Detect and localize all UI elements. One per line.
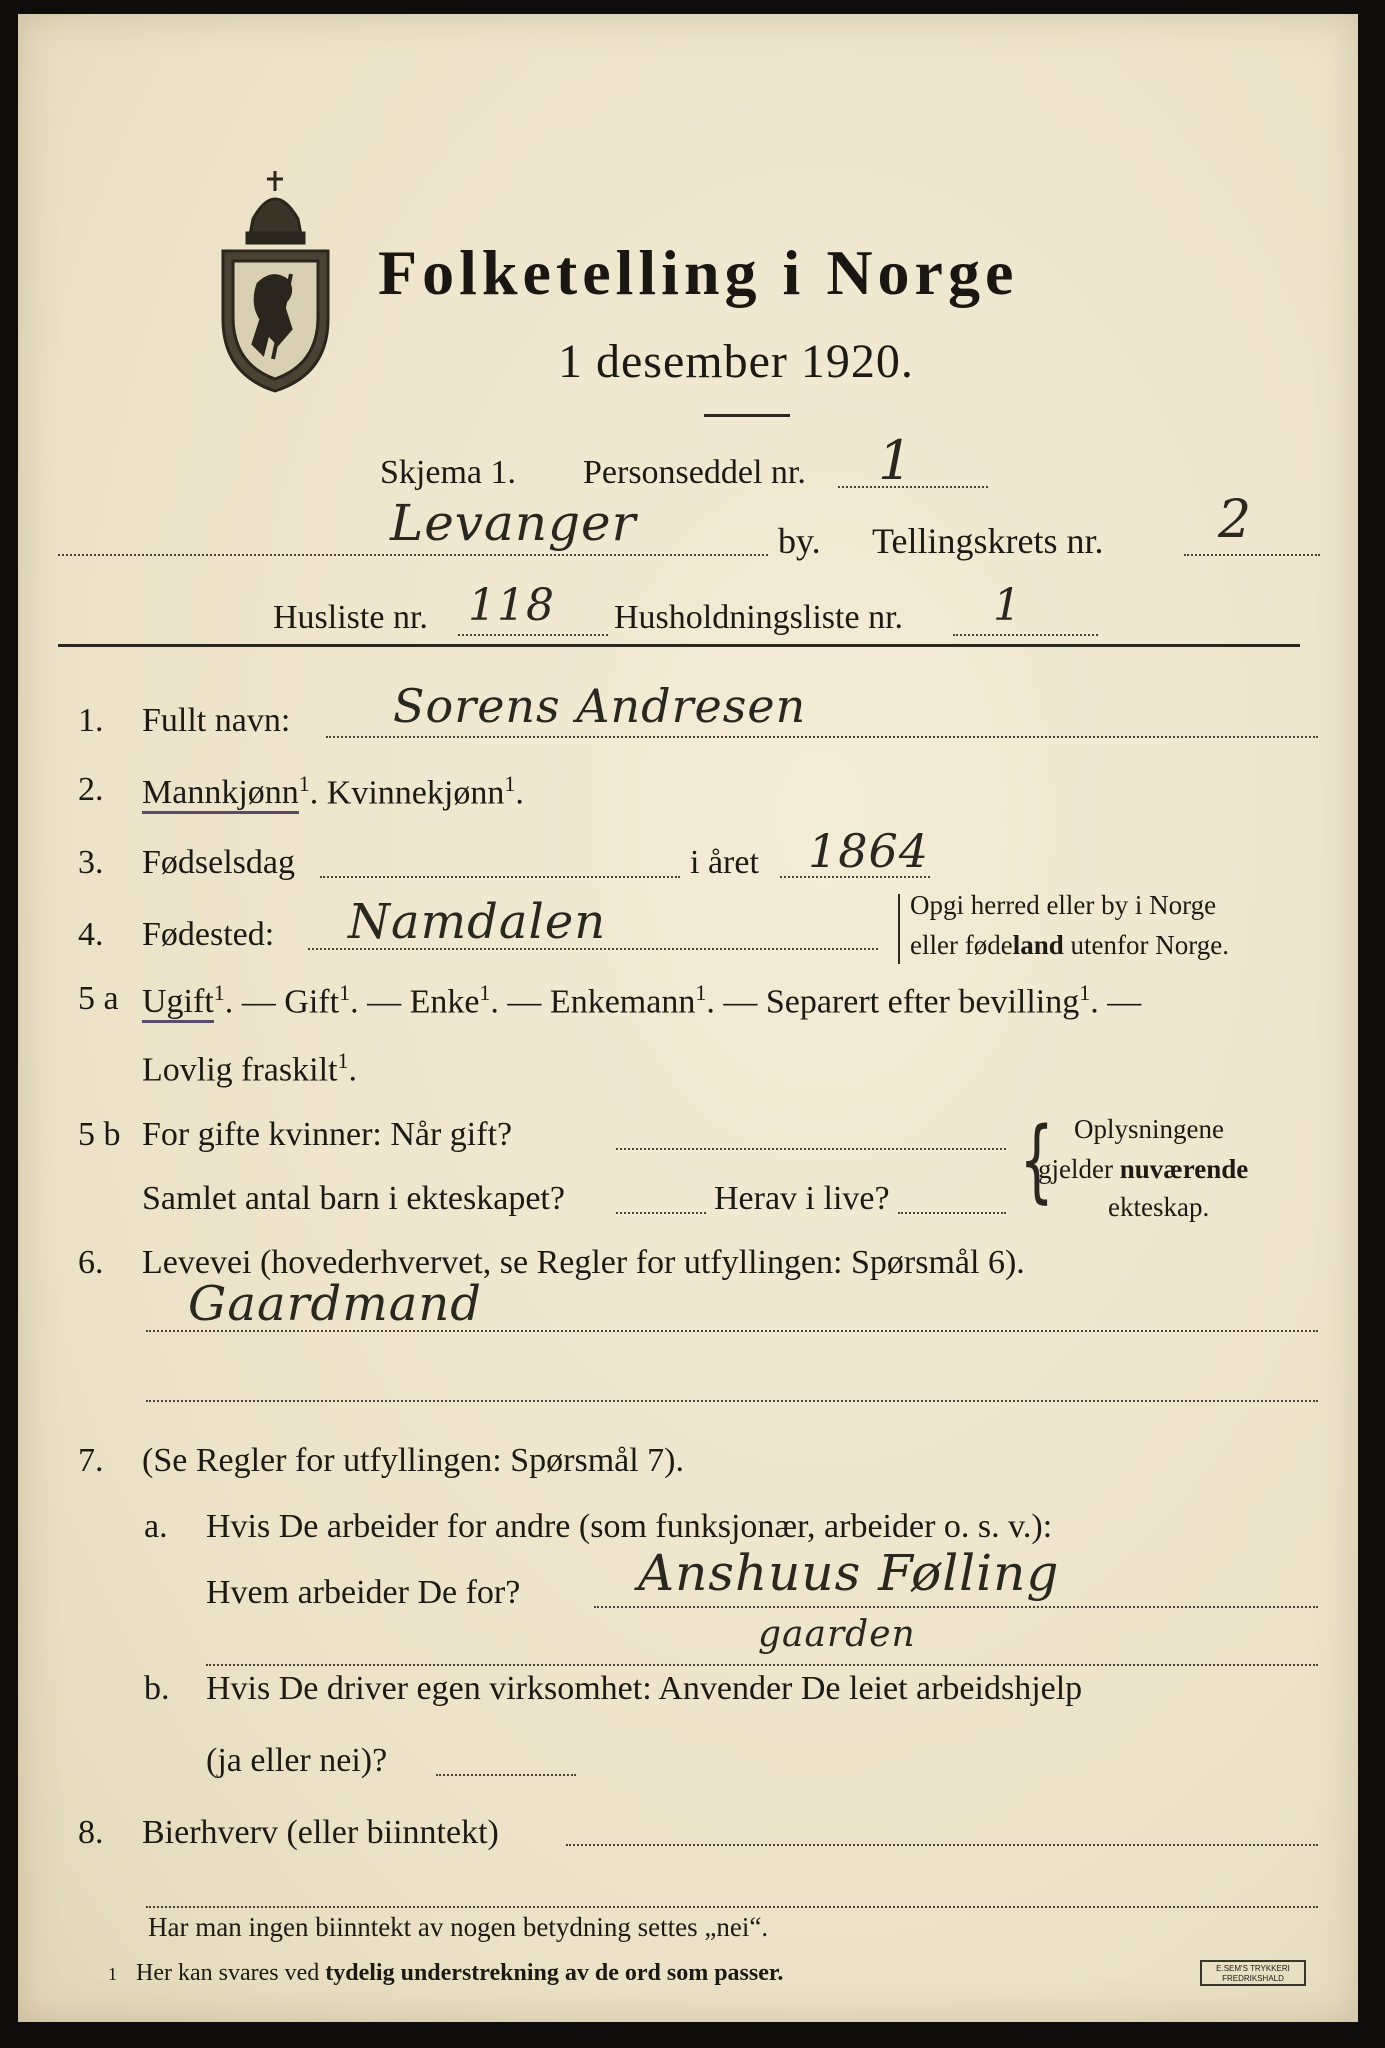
form-title: Folketelling i Norge [378, 237, 1019, 308]
q5b-label3: Herav i live? [714, 1180, 890, 1217]
q5a-ugift: Ugift [142, 983, 214, 1023]
q5a-dash-1: — [241, 983, 276, 1021]
q4-number: 4. [78, 916, 104, 953]
q3-number: 3. [78, 844, 104, 881]
q4-note-text-a: eller føde [910, 930, 1013, 960]
by-label: by. [778, 521, 821, 561]
q2-sep-2: . [515, 774, 524, 812]
q7a-line1 [594, 1606, 1318, 1608]
census-date: 1 desember 1920. [558, 335, 914, 388]
q5a-dash-5: — [1107, 983, 1142, 1021]
personseddel-value: 1 [878, 429, 914, 492]
q5a-options [142, 980, 1141, 1021]
q8-label: Bierhverv (eller biinntekt) [142, 1814, 499, 1851]
q5a-enkemann: Enkemann [549, 983, 696, 1021]
q1-line [326, 736, 1318, 738]
q5b-alive-line [898, 1212, 1006, 1214]
q8-note: Har man ingen biinntekt av nogen betydning settes „nei“. [148, 1912, 769, 1942]
by-line [58, 554, 768, 556]
q5a-sup-6: 1 [337, 1048, 349, 1073]
q5a-sup-1: 1 [213, 980, 225, 1005]
footnote-text-a: Her kan svares ved [136, 1960, 326, 1986]
q5b-when-line [616, 1148, 1006, 1150]
personseddel-label: Personseddel nr. [583, 454, 806, 491]
q5b-note-text-b: nuværende [1119, 1154, 1249, 1184]
q4-note-line1: Opgi herred eller by i Norge [910, 890, 1217, 920]
q6-value: Gaardmand [188, 1276, 483, 1332]
tellingskrets-value: 2 [1218, 490, 1253, 550]
q7b-line [436, 1774, 576, 1776]
q3-label: Fødselsdag [142, 844, 295, 881]
husholdning-value: 1 [993, 580, 1022, 631]
husholdning-line [953, 634, 1098, 636]
q4-note-line2 [910, 930, 1229, 961]
q5a-sup-3: 1 [479, 980, 491, 1005]
q3-year-value: 1864 [808, 824, 930, 878]
q5a-dot-6: . [348, 1051, 357, 1089]
q2-sep: . [309, 774, 319, 812]
by-value: Levanger [390, 494, 637, 552]
q5b-note-brace: { [1019, 1108, 1054, 1213]
q6-line2 [146, 1400, 1318, 1402]
q1-number: 1. [78, 702, 104, 739]
q1-value: Sorens Andresen [393, 679, 807, 733]
q5a-dot-3: . [490, 983, 499, 1021]
q5b-note-line3: ekteskap. [1108, 1192, 1210, 1222]
stamp-line1: E.SEM'S TRYKKERI [1216, 1964, 1290, 1973]
q7b-number: b. [144, 1670, 170, 1707]
footnote-text-b: tydelig understrekning av de ord som passer. [325, 1960, 784, 1986]
q7-label: (Se Regler for utfyllingen: Spørsmål 7). [142, 1442, 685, 1479]
stamp-line2: FREDRIKSHALD [1222, 1974, 1284, 1983]
q5a-dash-3: — [507, 983, 542, 1021]
q2-footnote-mark: 1 [298, 771, 310, 796]
q7b-label2: (ja eller nei)? [206, 1742, 388, 1779]
q5a-dash-4: — [723, 983, 758, 1021]
footnote-text [136, 1960, 783, 1987]
tellingskrets-label: Tellingskrets nr. [872, 521, 1104, 561]
title-divider [704, 414, 790, 417]
q7a-value: Anshuus Følling [638, 1544, 1060, 1602]
q5a-options-line2 [142, 1048, 357, 1089]
q4-note-text-c: utenfor Norge. [1063, 930, 1229, 960]
q5a-sup-2: 1 [339, 980, 351, 1005]
q8-line2 [146, 1906, 1318, 1908]
q5a-gift: Gift [284, 983, 340, 1021]
q5b-label2: Samlet antal barn i ekteskapet? [142, 1180, 565, 1217]
skjema-label: Skjema 1. [380, 454, 516, 491]
q8-line1 [566, 1844, 1318, 1846]
q1-label: Fullt navn: [142, 702, 291, 739]
q5b-note-text-a: gjelder [1038, 1154, 1120, 1184]
q2-male: Mannkjønn [142, 774, 299, 814]
q7a-line2 [206, 1664, 1318, 1666]
q5a-enke: Enke [409, 983, 480, 1021]
q5b-number: 5 b [78, 1116, 121, 1153]
q4-note-text-b: land [1012, 930, 1064, 960]
q5b-label1: For gifte kvinner: Når gift? [142, 1116, 513, 1153]
q3-year-label: i året [690, 844, 759, 881]
q5b-note-line2 [1038, 1154, 1248, 1185]
q8-number: 8. [78, 1814, 104, 1851]
footnote-mark: 1 [108, 1964, 117, 1984]
q5a-dot-5: . [1090, 983, 1099, 1021]
q5a-dot-4: . [706, 983, 715, 1021]
q7a-value2: gaarden [758, 1614, 916, 1655]
census-form-page [18, 14, 1358, 2022]
q3-date-line [320, 876, 680, 878]
husliste-value: 118 [468, 580, 555, 631]
q5a-lovlig: Lovlig fraskilt [142, 1051, 338, 1089]
q6-number: 6. [78, 1244, 104, 1281]
q4-note-bracket [898, 894, 903, 964]
husholdning-label: Husholdningsliste nr. [614, 599, 904, 636]
printer-stamp [1200, 1960, 1306, 1986]
q7b-label1: Hvis De driver egen virksomhet: Anvender De leiet arbeidshjelp [206, 1670, 1083, 1707]
q6-label: Levevei (hovederhvervet, se Regler for utfyllingen: Spørsmål 6). [142, 1244, 1025, 1281]
q5b-children-line [616, 1212, 706, 1214]
tellingskrets-line [1184, 554, 1320, 556]
q5a-sup-4: 1 [695, 980, 707, 1005]
coat-of-arms-icon [213, 169, 338, 394]
q5a-dot-2: . [350, 983, 359, 1021]
q2-options [142, 771, 524, 812]
header-divider [58, 644, 1300, 647]
q5a-sup-5: 1 [1079, 980, 1091, 1005]
q5a-dash-2: — [367, 983, 402, 1021]
q7a-label2: Hvem arbeider De for? [206, 1574, 521, 1611]
q7-number: 7. [78, 1442, 104, 1479]
q5a-number: 5 a [78, 980, 119, 1017]
q7a-number: a. [144, 1508, 168, 1545]
q7a-label1: Hvis De arbeider for andre (som funksjonær, arbeider o. s. v.): [206, 1508, 1053, 1545]
q5a-separert: Separert efter bevilling [765, 983, 1080, 1021]
q2-number: 2. [78, 771, 104, 808]
husliste-line [458, 634, 608, 636]
q2-footnote-mark-2: 1 [504, 771, 516, 796]
q5b-note-line1: Oplysningene [1074, 1114, 1224, 1144]
husliste-label: Husliste nr. [273, 599, 428, 636]
q2-female: Kvinnekjønn [326, 774, 505, 812]
q5a-dot-1: . [224, 983, 234, 1021]
q4-label: Fødested: [142, 916, 275, 953]
q4-value: Namdalen [348, 894, 607, 950]
